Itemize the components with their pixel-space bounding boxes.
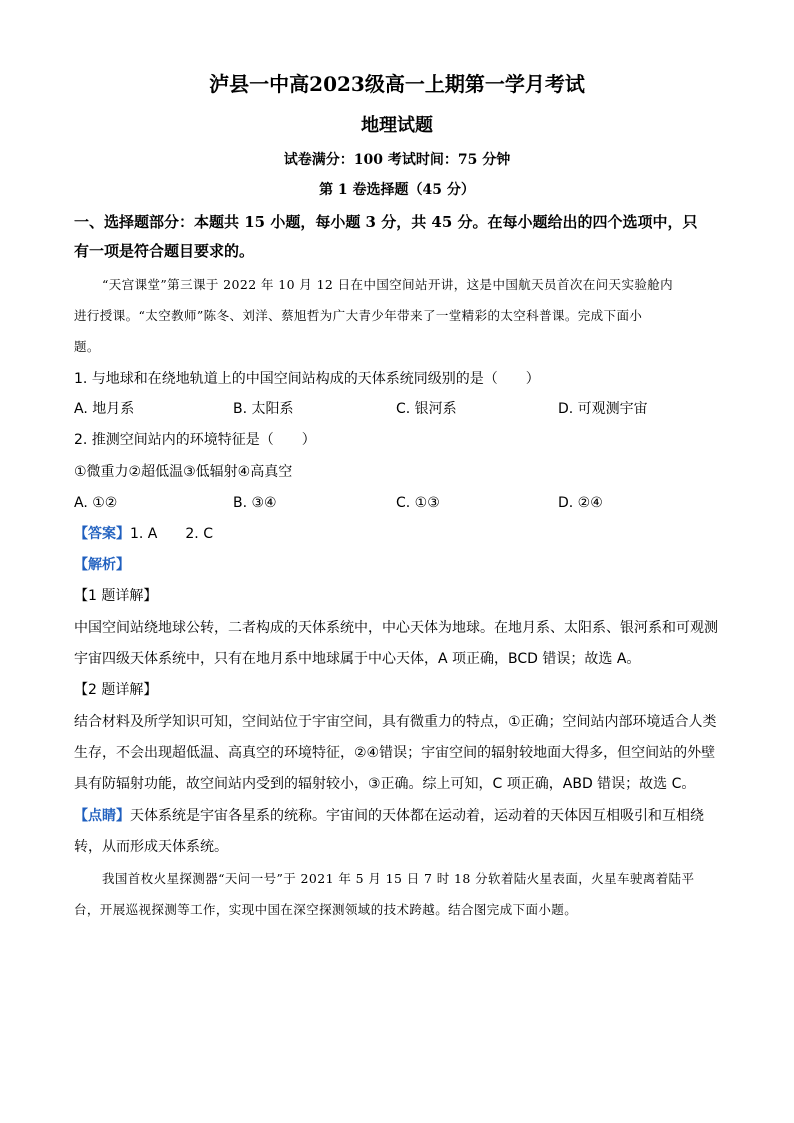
answer-line: [74, 524, 213, 544]
note-text: 天体系统是宇宙各星系的统称。宇宙间的天体都在运动着，运动着的天体因互相吸引和互相绕: [130, 808, 704, 824]
subject-title: 地理试题: [361, 115, 433, 136]
answer-text: 1. A 2. C: [130, 526, 213, 542]
exam-title: 泸县一中高2023级高一上期第一学月考试: [209, 72, 585, 96]
question-2-items: ①微重力②超低温③低辐射④高真空: [74, 464, 293, 480]
material-2-line-1: 我国首枚火星探测器“天问一号”于 2021 年 5 月 15 日 7 时 18 分软着陆火星表面，火星车驶离着陆平: [102, 871, 695, 886]
material-2-line-2: 台，开展巡视探测等工作，实现中国在深空探测领域的技术跨越。结合图完成下面小题。: [74, 902, 578, 917]
answer-label: 【答案】: [74, 526, 130, 542]
question-2-option-c: C. ①③: [396, 495, 440, 511]
detail-1-line-2: 宇宙四级天体系统中，只有在地月系中地球属于中心天体，A 项正确，BCD 错误；故选 A。: [74, 651, 641, 667]
section-title: 第 1 卷选择题（45 分）: [319, 182, 475, 198]
material-1-line-3: 题。: [74, 339, 100, 354]
question-2-option-a: A. ①②: [74, 495, 118, 511]
question-1-option-a: A. 地月系: [74, 401, 135, 417]
question-1-option-b: B. 太阳系: [233, 401, 294, 417]
detail-1-line-1: 中国空间站绕地球公转，二者构成的天体系统中，中心天体为地球。在地月系、太阳系、银河系和可观测: [74, 620, 718, 636]
detail-2-line-3: 具有防辐射功能，故空间站内受到的辐射较小，③正确。综上可知，C 项正确，ABD 错误；故选 C。: [74, 776, 696, 792]
note-label: 【点睛】: [74, 808, 130, 824]
question-2-stem: 2. 推测空间站内的环境特征是（ ）: [74, 432, 316, 448]
question-1-stem: 1. 与地球和在绕地轨道上的中国空间站构成的天体系统同级别的是（ ）: [74, 371, 540, 387]
detail-2-line-2: 生存，不会出现超低温、高真空的环境特征，②④错误；宇宙空间的辐射较地面大得多，但空间站的外壁: [74, 745, 716, 761]
score-time-info: 试卷满分：100 考试时间：75 分钟: [283, 152, 511, 168]
instructions-line-2: 有一项是符合题目要求的。: [74, 242, 255, 260]
question-2-option-b: B. ③④: [233, 495, 277, 511]
question-2-option-d: D. ②④: [558, 495, 603, 511]
analysis-label: 【解析】: [74, 557, 130, 573]
detail-2-line-1: 结合材料及所学知识可知，空间站位于宇宙空间，具有微重力的特点，①正确；空间站内部环境适合人类: [74, 714, 717, 730]
material-1-line-2: 进行授课。“太空教师”陈冬、刘洋、蔡旭哲为广大青少年带来了一堂精彩的太空科普课。完成下面小: [74, 308, 643, 323]
material-1-line-1: “天宫课堂”第三课于 2022 年 10 月 12 日在中国空间站开讲，这是中国航天员首次在问天实验舱内: [102, 277, 674, 292]
question-1-option-c: C. 银河系: [396, 401, 457, 417]
instructions-line-1: 一、选择题部分：本题共 15 小题，每小题 3 分，共 45 分。在每小题给出的四个选项中，只: [74, 213, 698, 231]
question-1-option-d: D. 可观测宇宙: [558, 401, 648, 417]
note-line-2: 转，从而形成天体系统。: [74, 839, 228, 855]
detail-1-label: 【1 题详解】: [74, 588, 158, 604]
note-line-1: [74, 806, 704, 826]
detail-2-label: 【2 题详解】: [74, 682, 158, 698]
